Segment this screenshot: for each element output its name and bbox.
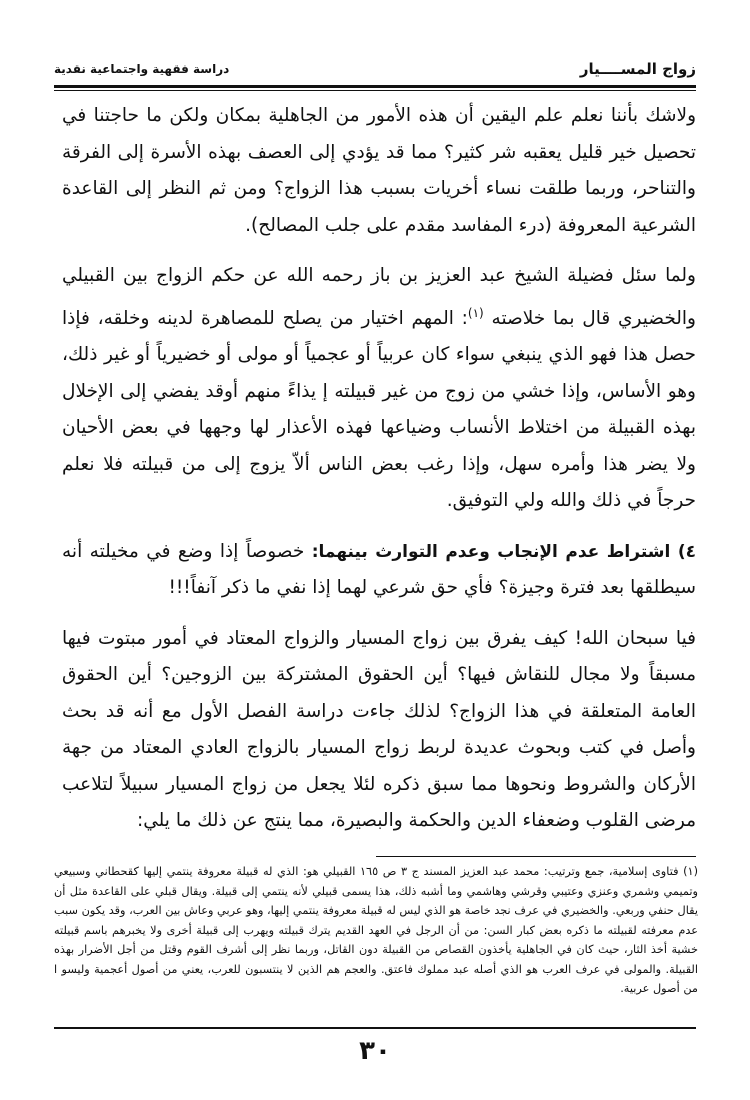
numbered-heading: ٤) اشتراط عدم الإنجاب وعدم التوارث بينهما: xyxy=(311,541,696,562)
footnote-divider xyxy=(376,856,696,857)
main-text xyxy=(62,98,696,840)
book-title: زواج المســــيار xyxy=(579,60,696,78)
footnote-marker[interactable]: (١) xyxy=(467,305,484,320)
paragraph-2-start: ولما سئل فضيلة الشيخ عبد العزيز بن باز رحمه الله عن حكم الزواج بين القبيلي والخضيري قال بما خلاصته xyxy=(62,265,696,329)
paragraph-3-text: خصوصاً إذا وضع في مخيلته أنه سيطلقها بعد فترة وجيزة؟ فأي حق شرعي لهما إذا نفي ما ذكر آنفاً!!! xyxy=(62,540,696,599)
paragraph-3 xyxy=(62,534,696,607)
page-number: ٣٠ xyxy=(359,1036,391,1066)
paragraph-4: فيا سبحان الله! كيف يفرق بين زواج المسيار والزواج المعتاد في أمور مبتوت فيها مسبقاً ولا مجال للنقاش فيها؟ أين الحقوق المشتركة بين الزوجين؟ أين الحقوق العامة المتعلقة في هذا الزواج؟ لذلك جاءت دراسة الفصل الأول مع أنه قد بحث وأصل في كتب وبحوث عديدة لربط زواج المسيار بالزواج العادي المعتاد من جهة الأركان والشروط ونحوها مما سبق ذكره لئلا يجعل من زواج المسيار سبيلاً لتلاعب مرضى القلوب وضعفاء الدين والحكمة والبصيرة، مما ينتج عن ذلك ما يلي: xyxy=(62,627,696,832)
paragraph-1: ولاشك بأننا نعلم علم اليقين أن هذه الأمور من الجاهلية بمكان ولكن ما حاجتنا في تحصيل خير قليل يعقبه شر كثير؟ مما قد يؤدي إلى العصف بهذه الأسرة إلى الفرقة والتناحر، وربما طلقت نساء أخريات بسبب هذا الزواج؟ ومن ثم النظر إلى القاعدة الشرعية المعروفة (درء المفاسد مقدم على جلب المصالح). xyxy=(62,105,696,236)
paragraph-2-rest: : المهم اختيار من يصلح للمصاهرة لدينه وخلقه، فإذا حصل هذا فهو الذي ينبغي سواء كان عربياً أو عجمياً أو مولى أو خضيرياً أو غير ذلك، وهو الأساس، وإذا خشي من زوج من غير قبيلته إ يذاءً منهم أوقد يفضي إلى الإخلال بهذه القبيلة من اختلاط الأنساب وضياعها فهذه الأعذار لها وجهها في بعض الأحيان ولا يضر هذا وأمره سهل، وإذا رغب بعض الناس ألاّ يزوج إلى من قبيلته فلا نعلم حرجاً في ذلك والله ولي التوفيق. xyxy=(62,307,696,512)
paragraph-2 xyxy=(62,258,696,520)
footnote: (١) فتاوى إسلامية، جمع وترتيب: محمد عبد العزيز المسند ج ٣ ص ١٦٥ القبيلي هو: الذي له قبيلة معروفة ينتمي إليها كقحطاني وسبيعي وتميمي وشمري وعنزي وعتيبي وقرشي وهاشمي وما أشبه ذلك، هذا يسمى قبيلي لأنه ينتمي إلى قبيلة. ويقال قبلي على القاعدة مثل أن يقال حنفي وربعي. والخضيري في عرف نجد خاصة هو الذي ليس له قبيلة معروفة ينتمي إليها، وهو عربي وعاش بين العرب، وقد يكون سبب عدم معرفته لقبيلته ما ذكره بعض كبار السن: من أن الرجل في العهد القديم يترك قبيلته ويهرب إلى قبيلة أخرى ولا يخبرهم باسم قبيلته خشية أخذ الثار، حيث كان في الجاهلية يأخذون القصاص من القبيلة دون القاتل، وربما نظر إلى أشرف القوم وقتل من أجل الأضرار بهذه القبيلة. والمولى في عرف العرب هو الذي أصله عبد مملوك فاعتق. والعجم هم الذين لا ينتسبون للعرب، يعني من أصول أعجمية وليسو ا من أصول عربية. xyxy=(54,865,699,995)
footer-divider xyxy=(54,1027,696,1029)
book-subtitle: دراسة فقهية واجتماعية نقدية xyxy=(54,62,230,76)
header-divider xyxy=(54,85,696,88)
header-divider-thin xyxy=(54,90,696,91)
running-header xyxy=(54,58,696,86)
